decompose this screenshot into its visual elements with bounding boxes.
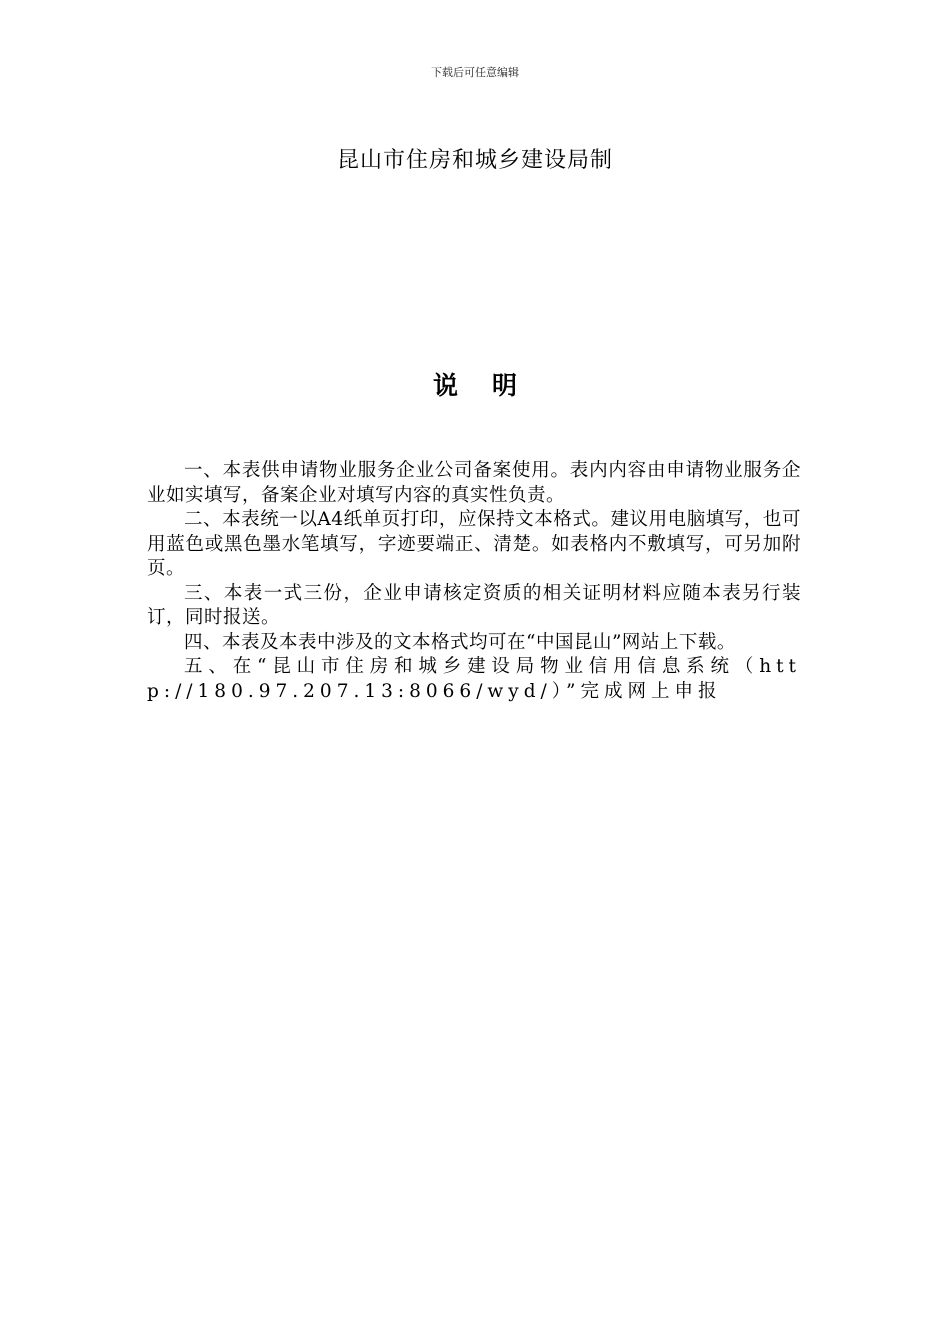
section-title: [0, 368, 950, 404]
instruction-paragraph-1: 一、本表供申请物业服务企业公司备案使用。表内内容由申请物业服务企业如实填写，备案企业对填写内容的真实性负责。: [147, 460, 801, 506]
instruction-paragraph-4: 四、本表及本表中涉及的文本格式均可在“中国昆山”网站上下载。: [184, 631, 736, 653]
issuer-line: 昆山市住房和城乡建设局制: [336, 148, 613, 173]
instruction-paragraph-3: 三、本表一式三份，企业申请核定资质的相关证明材料应随本表另行装订，同时报送。: [147, 582, 801, 628]
section-title-part-2: 明: [492, 371, 518, 400]
instructions-body: [147, 459, 801, 704]
instruction-paragraph-5: 五、在“昆山市住房和城乡建设局物业信用信息系统（http://180.97.207.13:8066/wyd/）”完成网上申报: [147, 656, 801, 702]
instruction-paragraph-2: 二、本表统一以A4纸单页打印，应保持文本格式。建议用电脑填写，也可用蓝色或黑色墨水笔填写，字迹要端正、清楚。如表格内不敷填写，可另加附页。: [147, 509, 801, 579]
section-title-part-1: 说: [432, 371, 458, 400]
header-note: 下载后可任意编辑: [431, 66, 519, 79]
